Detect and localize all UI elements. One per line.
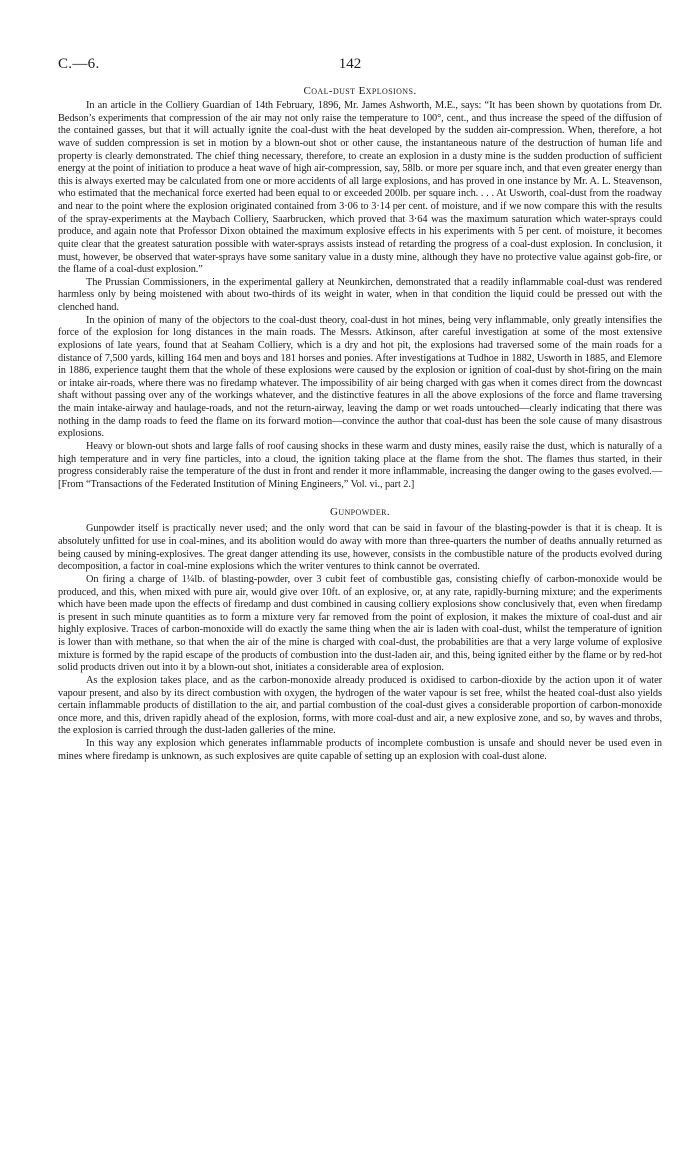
paragraph: In an article in the Colliery Guardian of 14th February, 1896, Mr. James Ashworth, M.E., says: “It has been shown by quotations from Dr. Bedson’s experiments that compression of the air may not only raise the temperature to 100°, cent., and thus increase the speed of the diffusion of the contained gasses, but that it will actually ignite the coal-dust with the heat developed by the sudden air-compression. When, therefore, a hot wave of sudden compression is set in motion by a blown-out shot or other cause, the instantaneous nature of the destruction of human life and property is clearly demonstrated. The chief thing necessary, therefore, to create an explosion in a dusty mine is the sudden production of sufficient energy at the point of initiation to produce a heat wave of high air-compression, say, 58lb. or more per square inch, and that even greater energy than this is always exerted may be calculated from one or more accidents of all large explosions, and has proved in one instance by Mr. A. L. Steavenson, who estimated that the mechanical force exerted had been equal to or exceeded 200lb. per square inch. . . . At Usworth, coal-dust from the roadway and near to the point where the explosion originated contained from 3·06 to 3·14 per cent. of moisture, and if we now compare this with the results of the spray-experiments at the Maybach Colliery, Saarbrucken, which proved that 3·64 was the maximum saturation which water-sprays could produce, and again note that Professor Dixon obtained the maximum explosive effects in his experiments with 5 per cent. of moisture, it becomes quite clear that the greatest saturation possible with water-sprays assists instead of retarding the progress of a coal-dust explosion. In conclusion, it must, however, be observed that water-sprays have some sanitary value in a dusty mine, although they have no protective value against gob-fire, or the flame of a coal-dust explosion.” [58, 100, 662, 276]
paragraph: As the explosion takes place, and as the carbon-monoxide already produced is oxidised to carbon-dioxide by the action upon it of water vapour present, and also by its direct combustion with oxygen, the hydrogen of the water vapour is set free, whilst the heated coal-dust also yields certain inflammable products of distillation to the air, and partial combustion of the coal-dust gives a considerable proportion of carbon-monoxide once more, and this, driven rapidly ahead of the explosion, forms, with more coal-dust and air, a new explosive zone, and so, by waves and throbs, the explosion is carried through the dust-laden galleries of the mine. [58, 674, 662, 737]
page-number: 142 [338, 56, 362, 72]
page-header [0, 56, 700, 76]
section-title: Coal-dust Explosions. [303, 85, 417, 97]
section-coal-dust-explosions [58, 84, 662, 491]
paragraph: In this way any explosion which generates inflammable products of incomplete combustion is unsafe and should never be used even in mines where firedamp is unknown, as such explosives are quite capable of setting up an explosion with coal-dust alone. [58, 738, 662, 762]
paragraph: The Prussian Commissioners, in the experimental gallery at Neunkirchen, demonstrated that a readily inflammable coal-dust was rendered harmless only by being moistened with about two-thirds of its weight in water, when in that condition the liquid could be pressed out with the clenched hand. [58, 276, 662, 313]
section-title: Gunpowder. [329, 506, 391, 519]
paragraph: In the opinion of many of the objectors to the coal-dust theory, coal-dust in hot mines, being very inflammable, only greatly intensifies the force of the explosion for long distances in the main roads. The Messrs. Atkinson, after careful investigation at some of the most extensive explosions of late years, found that at Seaham Colliery, which is a dry and hot pit, the explosions had traversed some of the main roads for a distance of 7,500 yards, killing 164 men and boys and 181 horses and ponies. After investigations at Tudhoe in 1882, Usworth in 1885, and Elemore in 1886, experience taught them that the whole of these explosions were caused by the explosion or ignition of coal-dust by shot-firing on the main or intake air-roads, where there was no firedamp whatever. The impossibility of air being charged with gas when it comes direct from the downcast shaft without passing over any of the workings whatever, and the distinctive features in all the above explosions of the force and flame traversing the main intake-airway and haulage-roads, and not the return-airway, leaving the damp or wet roads untouched—clearly indicating that there was nothing in the damp roads to feed the flame on its forward motion—convince the author that coal-dust has been the sole cause of many disastrous explosions. [58, 314, 662, 440]
paragraph: Heavy or blown-out shots and large falls of roof causing shocks in these warm and dusty mines, easily raise the dust, which is naturally of a high temperature and in very fine particles, into a cloud, the ignition taking place at the flame from the shot. The flames thus started, in their progress considerably raise the temperature of the dust in front and render it more inflammable, increasing the danger owing to the gases evolved.—[From “Transactions of the Federated Institution of Mining Engineers,” Vol. vi., part 2.] [58, 440, 662, 490]
document-reference: C.—6. [58, 56, 100, 72]
paragraph: On firing a charge of 1¼lb. of blasting-powder, over 3 cubit feet of combustible gas, consisting chiefly of carbon-monoxide would be produced, and this, when mixed with pure air, would give over 10ft. of an explosive, or, at any rate, rapidly-burning mixture; and the experiments which have been made upon the effects of firedamp and dust combined in causing colliery explosions show conclusively that, even when firedamp is present in such minute quantities as to form a mixture very far removed from the point of explosion, it makes the mixture of coal-dust and air highly explosive. Traces of carbon-monoxide will do exactly the same thing when the air is laden with coal-dust, whilst the temperature of ignition is lower than with methane, so that when the air of the mine is charged with coal-dust, the probabilities are that a very large volume of explosive mixture is formed by the rapid escape of the products of combustion into the dust-laden air, and this, being ignited either by the flame or by red-hot solid products driven out into it by a blown-out shot, initiates a considerable area of explosion. [58, 573, 662, 674]
page-body [58, 84, 662, 763]
paragraph: Gunpowder itself is practically never used; and the only word that can be said in favour of the blasting-powder is that it is cheap. It is absolutely unfitted for use in coal-mines, and its abolition would do away with more than three-quarters the number of deaths annually returned as being caused by mining-explosives. The great danger attending its use, however, consists in the combustible nature of the products evolved during decomposition, a factor in coal-mine explosions which the writer ventures to think cannot be overrated. [58, 523, 662, 573]
section-gunpowder [58, 505, 662, 763]
